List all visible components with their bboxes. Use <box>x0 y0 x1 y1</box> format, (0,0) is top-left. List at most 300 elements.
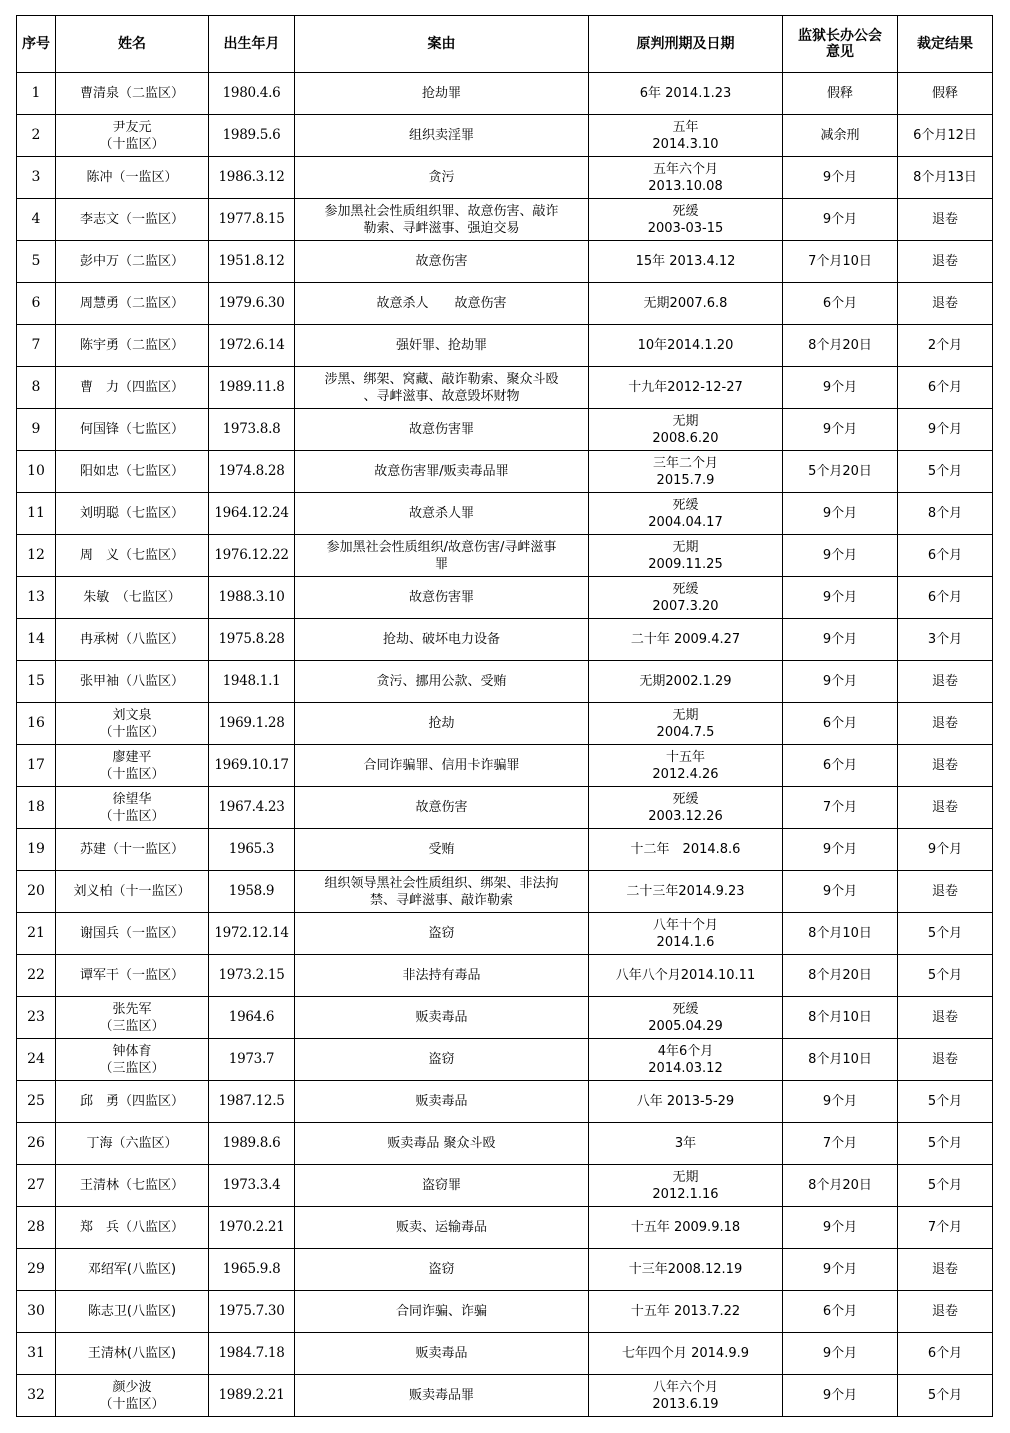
table-header-row <box>17 16 993 73</box>
cell-name <box>56 1123 209 1165</box>
cell-reason-text: 贩卖毒品 <box>415 1094 468 1109</box>
cell-result <box>898 577 993 619</box>
cell-name-text: 邱 勇（四监区） <box>79 1094 184 1109</box>
table-row <box>17 745 993 787</box>
table-row <box>17 199 993 241</box>
cell-seq-text: 32 <box>27 1387 45 1403</box>
cell-seq <box>17 661 56 703</box>
cell-opinion-text: 9个月 <box>822 884 858 899</box>
cell-result <box>898 409 993 451</box>
cell-sentence <box>589 1249 783 1291</box>
cell-reason-text: 贩卖毒品 <box>415 1010 468 1025</box>
cell-opinion <box>783 115 898 157</box>
cell-sentence-text: 死缓 2005.04.29 <box>648 1001 723 1034</box>
cell-sentence <box>589 1123 783 1165</box>
cell-reason-text: 参加黑社会性质组织罪、故意伤害、敲诈 勒索、寻衅滋事、强迫交易 <box>324 203 559 236</box>
cell-date <box>209 241 295 283</box>
cell-name <box>56 997 209 1039</box>
cell-date-text: 1986.3.12 <box>218 169 285 185</box>
cell-result <box>898 955 993 997</box>
cell-sentence-text: 十五年 2009.9.18 <box>630 1220 741 1235</box>
cell-result-text: 6个月 <box>927 590 963 605</box>
table-row <box>17 73 993 115</box>
table-row <box>17 1165 993 1207</box>
header-warden-opinion: 监狱长办公会 意见 <box>783 16 898 73</box>
cell-seq <box>17 997 56 1039</box>
cell-sentence <box>589 451 783 493</box>
cell-seq <box>17 451 56 493</box>
cell-name-text: 陈宇勇（二监区） <box>79 338 184 353</box>
cell-result <box>898 1375 993 1417</box>
cell-reason-text: 强奸罪、抢劫罪 <box>395 338 487 353</box>
cell-date-text: 1976.12.22 <box>214 547 289 563</box>
cell-result-text: 5个月 <box>927 1178 963 1193</box>
cell-opinion-text: 9个月 <box>822 422 858 437</box>
cell-sentence <box>589 325 783 367</box>
sentence-reduction-table-sheet <box>16 15 993 1417</box>
cell-date <box>209 1039 295 1081</box>
cell-sentence <box>589 619 783 661</box>
cell-reason <box>295 997 589 1039</box>
cell-result-text: 退卷 <box>931 296 958 311</box>
cell-date-text: 1989.2.21 <box>218 1387 285 1403</box>
cell-sentence-text: 无期 2004.7.5 <box>656 707 715 740</box>
cell-date-text: 1984.7.18 <box>218 1345 285 1361</box>
cell-name-text: 刘文泉 （十监区） <box>99 707 165 740</box>
cell-reason-text: 组织领导黑社会性质组织、绑架、非法拘 禁、寻衅滋事、敲诈勒索 <box>324 875 559 908</box>
cell-opinion <box>783 1375 898 1417</box>
cell-date <box>209 199 295 241</box>
cell-sentence-text: 无期 2008.6.20 <box>652 413 719 446</box>
cell-date-text: 1965.3 <box>228 841 275 857</box>
cell-seq <box>17 367 56 409</box>
cell-opinion <box>783 703 898 745</box>
cell-reason <box>295 787 589 829</box>
cell-result <box>898 325 993 367</box>
cell-date-text: 1969.1.28 <box>218 715 285 731</box>
cell-opinion <box>783 451 898 493</box>
cell-reason <box>295 451 589 493</box>
cell-reason-text: 合同诈骗罪、信用卡诈骗罪 <box>363 758 520 773</box>
cell-name <box>56 1207 209 1249</box>
cell-name-text: 丁海（六监区） <box>86 1136 178 1151</box>
cell-name <box>56 493 209 535</box>
cell-seq-text: 19 <box>27 841 45 857</box>
cell-result-text: 2个月 <box>927 338 963 353</box>
cell-seq-text: 31 <box>27 1345 45 1361</box>
cell-result-text: 5个月 <box>927 1388 963 1403</box>
cell-opinion-text: 9个月 <box>822 212 858 227</box>
cell-date <box>209 955 295 997</box>
cell-reason-text: 合同诈骗、诈骗 <box>395 1304 487 1319</box>
cell-opinion-text: 9个月 <box>822 674 858 689</box>
cell-date <box>209 115 295 157</box>
cell-sentence-text: 八年十个月 2014.1.6 <box>652 917 718 950</box>
cell-reason-text: 故意伤害 <box>415 254 468 269</box>
cell-opinion-text: 9个月 <box>822 1262 858 1277</box>
cell-sentence-text: 15年 2013.4.12 <box>635 254 736 269</box>
cell-name <box>56 115 209 157</box>
table-row <box>17 661 993 703</box>
cell-seq <box>17 1039 56 1081</box>
cell-reason <box>295 115 589 157</box>
cell-opinion <box>783 997 898 1039</box>
cell-date <box>209 703 295 745</box>
cell-sentence <box>589 1039 783 1081</box>
cell-seq-text: 23 <box>27 1009 45 1025</box>
cell-sentence-text: 八年 2013-5-29 <box>636 1094 735 1109</box>
cell-reason-text: 抢劫罪 <box>421 86 461 101</box>
cell-opinion <box>783 1039 898 1081</box>
cell-sentence-text: 10年2014.1.20 <box>637 338 734 353</box>
cell-name <box>56 367 209 409</box>
cell-sentence-text: 八年六个月 2013.6.19 <box>652 1379 719 1412</box>
cell-opinion <box>783 745 898 787</box>
table-row <box>17 997 993 1039</box>
table-row <box>17 787 993 829</box>
cell-seq-text: 29 <box>27 1261 45 1277</box>
cell-sentence <box>589 199 783 241</box>
cell-date-text: 1965.9.8 <box>222 1261 281 1277</box>
cell-result <box>898 535 993 577</box>
cell-reason-text: 非法持有毒品 <box>402 968 481 983</box>
table-row <box>17 409 993 451</box>
cell-sentence <box>589 535 783 577</box>
cell-seq-text: 2 <box>31 127 41 143</box>
cell-seq-text: 5 <box>31 253 41 269</box>
cell-reason-text: 参加黑社会性质组织/故意伤害/寻衅滋事 罪 <box>326 539 557 572</box>
cell-result-text: 5个月 <box>927 968 963 983</box>
table-row <box>17 1123 993 1165</box>
table-row <box>17 955 993 997</box>
cell-result <box>898 451 993 493</box>
cell-date-text: 1964.12.24 <box>214 505 289 521</box>
cell-name-text: 颜少波 （十监区） <box>99 1379 165 1412</box>
cell-name <box>56 73 209 115</box>
cell-sentence-text: 无期 2009.11.25 <box>648 539 723 572</box>
cell-date-text: 1969.10.17 <box>214 757 289 773</box>
cell-name <box>56 577 209 619</box>
cell-opinion <box>783 367 898 409</box>
cell-result <box>898 1039 993 1081</box>
cell-seq-text: 24 <box>27 1051 45 1067</box>
cell-sentence <box>589 997 783 1039</box>
cell-result <box>898 1165 993 1207</box>
cell-date <box>209 283 295 325</box>
cell-seq-text: 22 <box>27 967 45 983</box>
cell-name <box>56 955 209 997</box>
cell-sentence <box>589 1333 783 1375</box>
cell-date-text: 1989.5.6 <box>222 127 281 143</box>
cell-seq-text: 11 <box>27 505 45 521</box>
cell-date <box>209 1291 295 1333</box>
cell-result-text: 8个月 <box>927 506 963 521</box>
cell-reason-text: 贩卖毒品罪 <box>408 1388 474 1403</box>
cell-result <box>898 199 993 241</box>
cell-name <box>56 1165 209 1207</box>
cell-opinion-text: 9个月 <box>822 590 858 605</box>
cell-result <box>898 787 993 829</box>
cell-result-text: 退卷 <box>931 884 958 899</box>
cell-seq <box>17 619 56 661</box>
cell-sentence-text: 二十三年2014.9.23 <box>626 884 745 899</box>
cell-sentence-text: 五年 2014.3.10 <box>652 119 719 152</box>
table-row <box>17 1081 993 1123</box>
cell-reason-text: 组织卖淫罪 <box>408 128 474 143</box>
cell-sentence <box>589 409 783 451</box>
cell-seq <box>17 241 56 283</box>
cell-sentence <box>589 241 783 283</box>
cell-result-text: 6个月12日 <box>913 128 977 143</box>
cell-opinion-text: 8个月10日 <box>808 926 872 941</box>
cell-sentence <box>589 913 783 955</box>
cell-sentence <box>589 73 783 115</box>
cell-date <box>209 871 295 913</box>
cell-result <box>898 997 993 1039</box>
cell-date-text: 1973.2.15 <box>218 967 285 983</box>
cell-opinion-text: 8个月20日 <box>808 1178 872 1193</box>
cell-date-text: 1977.8.15 <box>218 211 285 227</box>
cell-reason <box>295 913 589 955</box>
cell-name-text: 李志文（一监区） <box>79 212 184 227</box>
cell-opinion-text: 减余刑 <box>820 128 860 143</box>
cell-date <box>209 619 295 661</box>
cell-opinion-text: 假释 <box>826 86 853 101</box>
cell-result <box>898 1333 993 1375</box>
cell-sentence <box>589 1207 783 1249</box>
cell-date <box>209 493 295 535</box>
cell-name <box>56 619 209 661</box>
cell-date <box>209 1207 295 1249</box>
cell-reason <box>295 1207 589 1249</box>
cell-result-text: 8个月13日 <box>913 170 977 185</box>
cell-seq <box>17 913 56 955</box>
cell-opinion <box>783 871 898 913</box>
cell-result <box>898 661 993 703</box>
cell-sentence-text: 6年 2014.1.23 <box>639 86 732 101</box>
cell-sentence <box>589 493 783 535</box>
cell-seq-text: 27 <box>27 1177 45 1193</box>
cell-opinion <box>783 241 898 283</box>
cell-seq-text: 8 <box>31 379 41 395</box>
cell-result-text: 退卷 <box>931 1304 958 1319</box>
cell-seq-text: 10 <box>27 463 45 479</box>
table-row <box>17 913 993 955</box>
cell-date-text: 1951.8.12 <box>218 253 285 269</box>
cell-seq-text: 26 <box>27 1135 45 1151</box>
cell-reason-text: 故意伤害罪 <box>408 422 474 437</box>
cell-date-text: 1973.3.4 <box>222 1177 281 1193</box>
cell-sentence-text: 十五年 2013.7.22 <box>630 1304 741 1319</box>
cell-seq <box>17 115 56 157</box>
cell-sentence-text: 十三年2008.12.19 <box>628 1262 743 1277</box>
cell-opinion <box>783 73 898 115</box>
cell-name <box>56 199 209 241</box>
cell-reason <box>295 1249 589 1291</box>
cell-opinion <box>783 493 898 535</box>
cell-sentence <box>589 1291 783 1333</box>
cell-name-text: 苏建（十一监区） <box>79 842 184 857</box>
cell-name-text: 陈冲（一监区） <box>86 170 178 185</box>
cell-seq-text: 28 <box>27 1219 45 1235</box>
header-ruling-result: 裁定结果 <box>898 16 993 73</box>
table-row <box>17 1207 993 1249</box>
cell-seq <box>17 787 56 829</box>
cell-opinion <box>783 619 898 661</box>
cell-sentence <box>589 661 783 703</box>
cell-result-text: 6个月 <box>927 1346 963 1361</box>
table-row <box>17 115 993 157</box>
cell-seq-text: 20 <box>27 883 45 899</box>
cell-result-text: 5个月 <box>927 1136 963 1151</box>
header-seq: 序号 <box>17 16 56 73</box>
cell-reason <box>295 661 589 703</box>
cell-seq <box>17 1249 56 1291</box>
table-row <box>17 325 993 367</box>
header-case-reason: 案由 <box>295 16 589 73</box>
cell-name-text: 徐望华 （十监区） <box>99 791 165 824</box>
cell-opinion-text: 6个月 <box>822 758 858 773</box>
cell-name-text: 陈志卫(八监区) <box>87 1304 177 1319</box>
cell-opinion <box>783 1333 898 1375</box>
cell-opinion-text: 9个月 <box>822 632 858 647</box>
cell-reason <box>295 955 589 997</box>
cell-seq <box>17 157 56 199</box>
cell-opinion <box>783 1249 898 1291</box>
cell-opinion <box>783 1123 898 1165</box>
cell-name <box>56 451 209 493</box>
cell-sentence <box>589 283 783 325</box>
cell-name <box>56 829 209 871</box>
cell-name-text: 曹清泉（二监区） <box>79 86 184 101</box>
cell-seq <box>17 493 56 535</box>
cell-name-text: 邓绍军(八监区) <box>87 1262 177 1277</box>
cell-sentence-text: 3年 <box>674 1136 697 1151</box>
cell-opinion-text: 7个月 <box>822 1136 858 1151</box>
cell-name-text: 刘明聪（七监区） <box>79 506 184 521</box>
cell-result <box>898 1081 993 1123</box>
cell-reason <box>295 1039 589 1081</box>
cell-opinion-text: 5个月20日 <box>808 464 872 479</box>
table-row <box>17 619 993 661</box>
cell-result <box>898 871 993 913</box>
cell-reason <box>295 1375 589 1417</box>
cell-reason <box>295 199 589 241</box>
table-row <box>17 535 993 577</box>
cell-sentence-text: 五年六个月 2013.10.08 <box>648 161 723 194</box>
cell-date-text: 1979.6.30 <box>218 295 285 311</box>
cell-opinion-text: 6个月 <box>822 296 858 311</box>
header-birth-date: 出生年月 <box>209 16 295 73</box>
cell-sentence-text: 二十年 2009.4.27 <box>630 632 741 647</box>
cell-result <box>898 1207 993 1249</box>
cell-reason <box>295 493 589 535</box>
cell-result-text: 假释 <box>931 86 958 101</box>
cell-reason <box>295 619 589 661</box>
cell-sentence <box>589 703 783 745</box>
cell-date-text: 1973.7 <box>228 1051 275 1067</box>
cell-date-text: 1948.1.1 <box>222 673 281 689</box>
cell-name <box>56 241 209 283</box>
cell-reason <box>295 535 589 577</box>
cell-opinion-text: 8个月10日 <box>808 1052 872 1067</box>
header-name: 姓名 <box>56 16 209 73</box>
cell-result-text: 5个月 <box>927 464 963 479</box>
cell-opinion <box>783 1081 898 1123</box>
cell-date <box>209 661 295 703</box>
cell-opinion <box>783 913 898 955</box>
cell-opinion-text: 6个月 <box>822 1304 858 1319</box>
cell-result <box>898 115 993 157</box>
cell-reason <box>295 325 589 367</box>
cell-sentence <box>589 367 783 409</box>
cell-sentence <box>589 955 783 997</box>
table-row <box>17 157 993 199</box>
cell-opinion <box>783 283 898 325</box>
cell-name <box>56 787 209 829</box>
cell-sentence <box>589 115 783 157</box>
cell-name-text: 周慧勇（二监区） <box>79 296 184 311</box>
cell-seq <box>17 325 56 367</box>
cell-result <box>898 367 993 409</box>
cell-opinion <box>783 661 898 703</box>
cell-name-text: 张甲袖（八监区） <box>79 674 184 689</box>
cell-name <box>56 1081 209 1123</box>
cell-reason-text: 故意杀人罪 <box>408 506 474 521</box>
cell-name <box>56 913 209 955</box>
cell-name-text: 阳如忠（七监区） <box>79 464 184 479</box>
cell-result-text: 7个月 <box>927 1220 963 1235</box>
table-row <box>17 493 993 535</box>
cell-sentence-text: 死缓 2003-03-15 <box>647 203 724 236</box>
cell-result-text: 退卷 <box>931 1010 958 1025</box>
table-row <box>17 1249 993 1291</box>
cell-opinion <box>783 325 898 367</box>
cell-name <box>56 1375 209 1417</box>
cell-reason-text: 贩卖毒品 <box>415 1346 468 1361</box>
cell-reason <box>295 1165 589 1207</box>
cell-result <box>898 745 993 787</box>
cell-opinion-text: 7个月10日 <box>808 254 872 269</box>
cell-result-text: 6个月 <box>927 380 963 395</box>
cell-reason-text: 盗窃 <box>428 1262 455 1277</box>
cell-seq <box>17 283 56 325</box>
cell-name <box>56 1291 209 1333</box>
cell-reason-text: 盗窃罪 <box>421 1178 461 1193</box>
table-row <box>17 1039 993 1081</box>
cell-seq <box>17 955 56 997</box>
cell-seq-text: 4 <box>31 211 41 227</box>
cell-name-text: 尹友元 （十监区） <box>99 119 165 152</box>
cell-opinion-text: 9个月 <box>822 1220 858 1235</box>
table-row <box>17 241 993 283</box>
cell-seq <box>17 1375 56 1417</box>
cell-seq-text: 6 <box>31 295 41 311</box>
cell-sentence-text: 无期 2012.1.16 <box>652 1169 719 1202</box>
cell-seq-text: 9 <box>31 421 41 437</box>
cell-result-text: 退卷 <box>931 254 958 269</box>
cell-reason <box>295 409 589 451</box>
cell-name <box>56 157 209 199</box>
cell-opinion-text: 9个月 <box>822 380 858 395</box>
cell-name-text: 彭中万（二监区） <box>79 254 184 269</box>
cell-sentence-text: 无期2002.1.29 <box>639 674 732 689</box>
cell-date-text: 1987.12.5 <box>218 1093 285 1109</box>
cell-reason <box>295 745 589 787</box>
cell-opinion <box>783 1165 898 1207</box>
cell-date <box>209 157 295 199</box>
cell-sentence <box>589 829 783 871</box>
